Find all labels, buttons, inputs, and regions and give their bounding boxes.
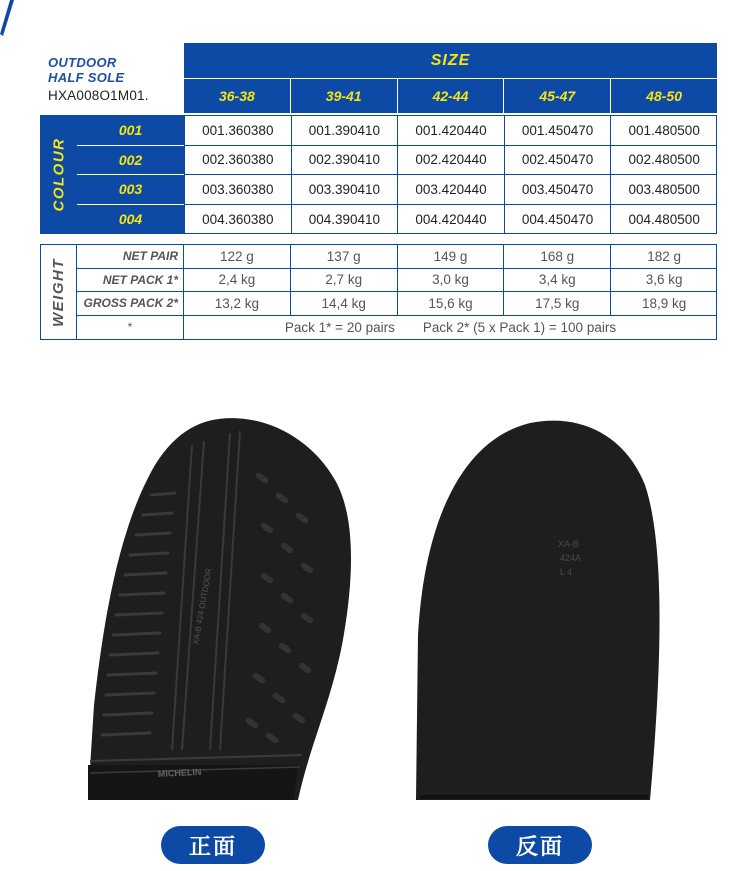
size-header-label: SIZE [430,51,471,69]
colour-article-number: 002.450470 [504,146,611,176]
colour-article-number: 003.390410 [291,175,398,205]
back-sole-image [410,405,670,805]
colour-article-number: 003.450470 [504,175,611,205]
weight-value: 2,7 kg [291,269,398,292]
size-row [184,79,717,113]
size-cell: 48-50 [646,88,682,104]
colour-article-number: 001.480500 [610,116,717,146]
weight-value: 13,2 kg [184,292,291,315]
product-code: HXA008O1M01. [48,88,149,103]
colour-article-number: 002.390410 [291,146,398,176]
weight-value: 2,4 kg [184,269,291,292]
size-cell: 45-47 [504,79,611,113]
weight-row [77,269,717,293]
size-cell: 39-41 [291,79,398,113]
weight-label: WEIGHT [50,257,67,327]
weight-value: 3,4 kg [504,269,611,292]
weight-value: 15,6 kg [398,292,505,315]
weight-value: 168 g [504,245,611,268]
colour-label: COLOUR [50,137,68,212]
colour-article-number: 002.360380 [184,146,291,176]
colour-article-number: 001.390410 [291,116,398,146]
colour-article-number: 004.450470 [504,205,611,235]
weight-value: 17,5 kg [504,292,611,315]
colour-code: 002 [77,146,184,176]
colour-article-number: 004.390410 [291,205,398,235]
colour-code: 001 [77,116,184,146]
size-header [184,43,717,79]
back-sole-mark-1: XA-B [558,539,580,549]
colour-table [40,115,717,234]
size-cell: 36-38 [184,79,291,113]
colour-article-number: 004.480500 [610,205,717,235]
front-view-label: 正面 [161,826,265,864]
back-sole-mark-2: 424A [560,553,582,563]
colour-code: 004 [77,205,184,235]
colour-article-number: 001.420440 [397,116,504,146]
footnote-marker: * [77,316,184,340]
weight-value: 122 g [184,245,291,268]
colour-article-number: 001.360380 [184,116,291,146]
weight-value: 137 g [291,245,398,268]
weight-value: 3,0 kg [398,269,505,292]
weight-table [40,244,717,340]
footnote-pack1: Pack 1* = 20 pairs [284,319,395,335]
footnote-pack2: Pack 2* (5 x Pack 1) = 100 pairs [422,319,617,335]
size-cell: 42-44 [398,79,505,113]
colour-row [77,175,717,205]
weight-row [77,292,717,316]
corner-slash-decoration [0,0,20,40]
front-sole-model-text: XA-B 424 OUTDOOR [191,567,214,646]
colour-article-number: 004.420440 [397,205,504,235]
weight-side-label [41,245,77,339]
colour-side-label [41,116,77,233]
back-view-label: 反面 [488,826,592,864]
colour-row [77,205,717,235]
weight-value: 14,4 kg [291,292,398,315]
colour-article-number: 002.420440 [397,146,504,176]
product-title [48,55,183,103]
weight-row [77,245,717,269]
colour-article-number: 003.360380 [184,175,291,205]
back-sole-mark-3: L 4 [560,567,573,577]
colour-article-number: 001.450470 [504,116,611,146]
colour-row [77,146,717,176]
front-sole-image [80,405,380,805]
front-sole-brand-text: MICHELIN [157,766,202,779]
colour-article-number: 003.420440 [397,175,504,205]
colour-article-number: 004.360380 [184,205,291,235]
weight-value: 149 g [398,245,505,268]
colour-article-number: 003.480500 [610,175,717,205]
product-title-line1: OUTDOOR [48,55,117,70]
product-title-line2: HALF SOLE [48,70,125,85]
weight-row-label: NET PACK 1* [77,269,184,292]
colour-code: 003 [77,175,184,205]
footnote-text [184,316,717,340]
weight-value: 18,9 kg [641,295,687,311]
weight-value: 182 g [647,248,681,264]
weight-value: 3,6 kg [645,272,683,288]
colour-row [77,116,717,146]
weight-row-label: GROSS PACK 2* [77,292,184,315]
colour-article-number: 002.480500 [610,146,717,176]
weight-row-label: NET PAIR [77,245,184,268]
footnote-row [77,316,717,340]
